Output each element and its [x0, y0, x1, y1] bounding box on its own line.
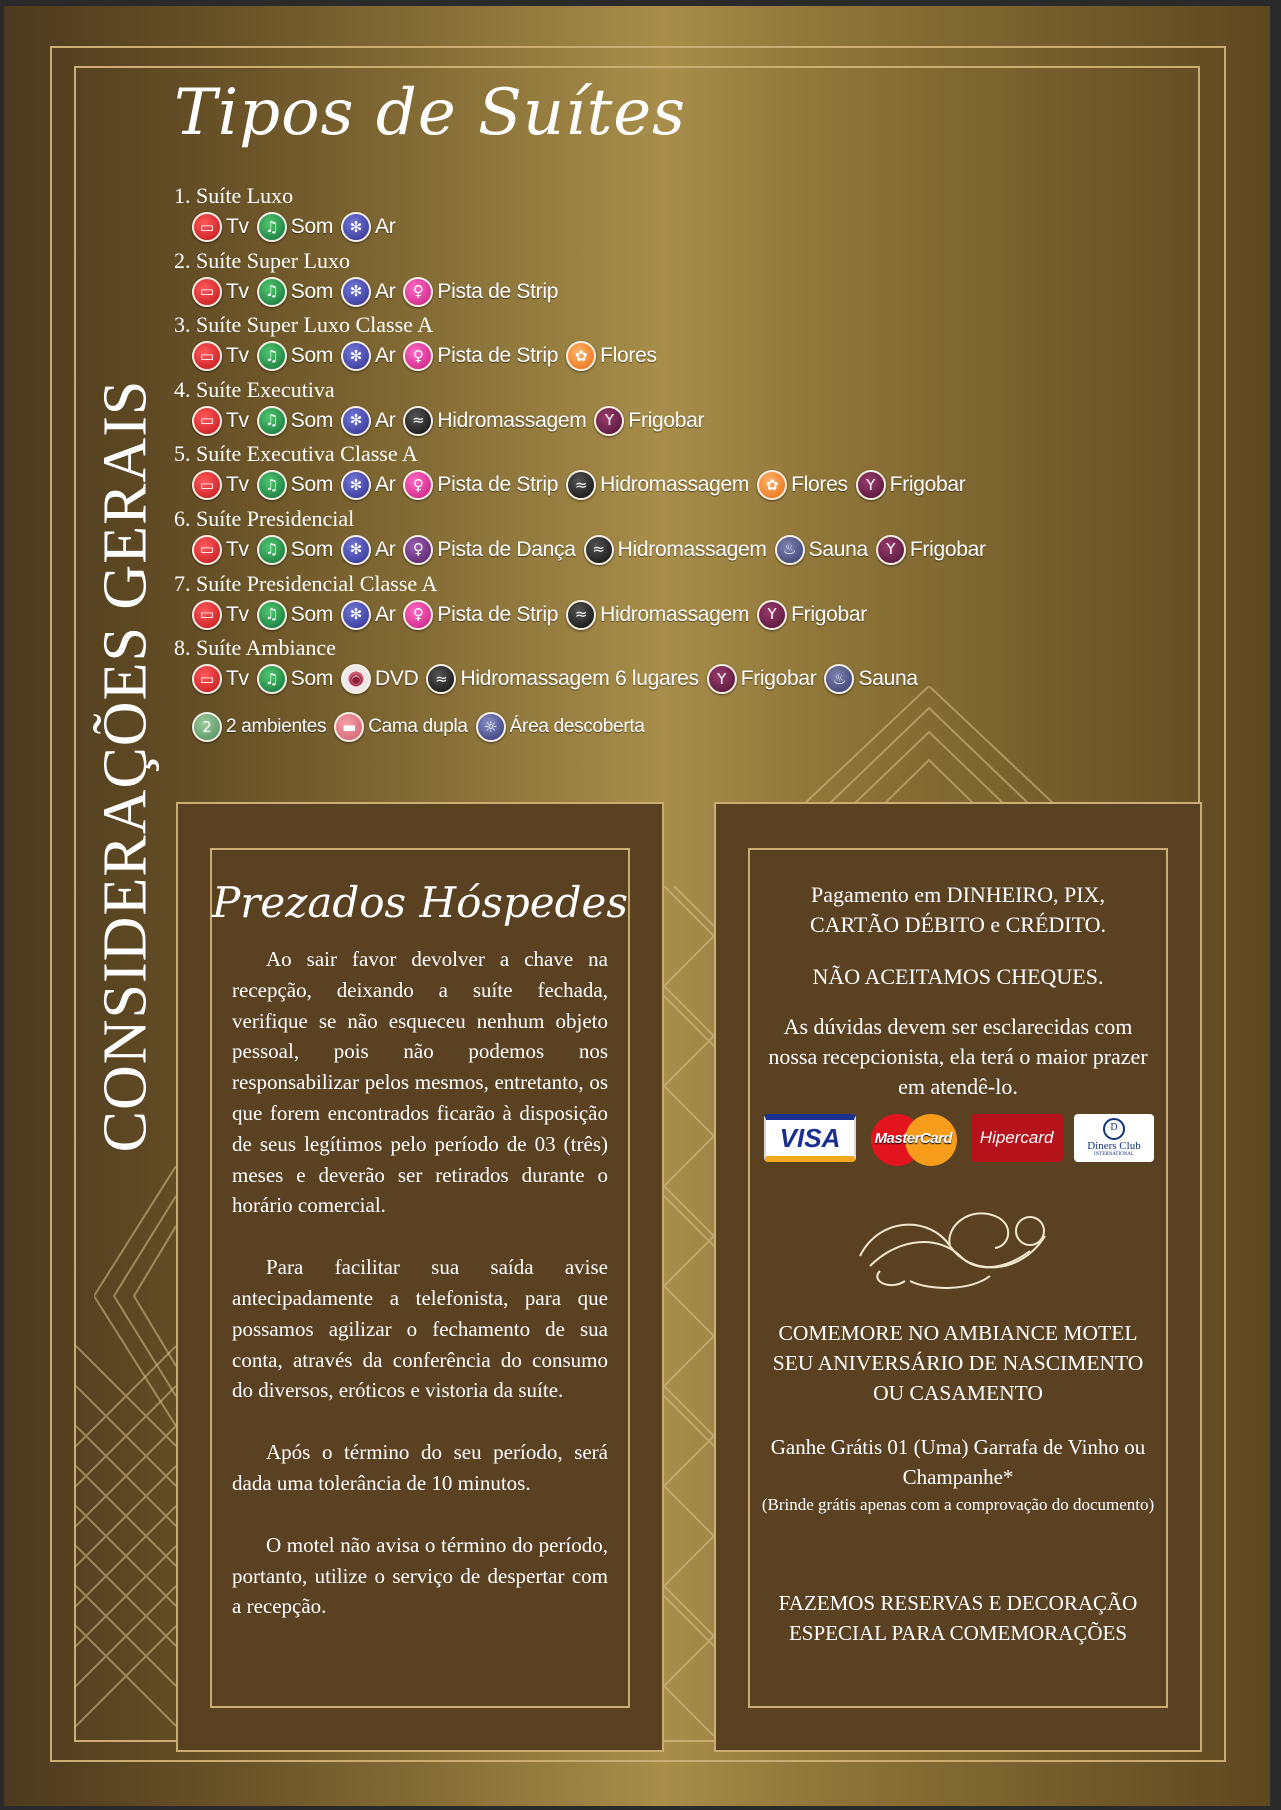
suite-name: 5. Suíte Executiva Classe A — [174, 441, 418, 467]
guests-paragraph: Após o término do seu período, será dada uma tolerância de 10 minutos. — [232, 1440, 608, 1495]
dancer-icon: ♀ — [403, 470, 433, 500]
feature-label: Ar — [375, 537, 396, 561]
suite-feature — [341, 277, 395, 307]
feature-label: Som — [290, 408, 334, 432]
payment-methods — [760, 880, 1156, 940]
tv-icon: ▭ — [192, 212, 222, 242]
feature-label: Som — [290, 602, 334, 626]
feature-label: Frigobar — [628, 408, 705, 432]
suite-item — [174, 310, 1174, 375]
suite-feature — [192, 470, 249, 500]
double-bed-icon: ▬ — [334, 712, 364, 742]
tv-icon: ▭ — [192, 341, 222, 371]
feature-label: Pista de Strip — [437, 473, 559, 497]
side-title: CONSIDERAÇÕES GERAIS — [91, 379, 160, 1153]
suite-feature — [341, 406, 395, 436]
snowflake-icon: ✻ — [341, 341, 371, 371]
guests-paragraph: O motel não avisa o término do período, portanto, utilize o serviço de despertar com a recepção. — [232, 1532, 608, 1619]
suite-feature — [403, 600, 558, 630]
payment-panel — [714, 802, 1202, 1752]
suite-feature — [341, 212, 395, 242]
feature-label: Sauna — [808, 537, 868, 561]
gift-note: (Brinde grátis apenas com a comprovação do documento) — [761, 1495, 1155, 1514]
suite-features — [174, 211, 1174, 243]
extras-row — [192, 712, 653, 742]
diners-club-name: Diners Club — [1087, 1140, 1141, 1152]
doubts-notice: As dúvidas devem ser esclarecidas com nossa recepcionista, ela terá o maior prazer em atendê-lo. — [768, 1014, 1148, 1099]
payment-panel-border — [748, 848, 1168, 1708]
suite-feature — [876, 535, 986, 565]
suite-feature — [775, 535, 868, 565]
suite-feature — [594, 406, 704, 436]
suite-name: 8. Suíte Ambiance — [174, 635, 336, 661]
feature-label: Som — [290, 215, 334, 238]
feature-label: Som — [290, 537, 334, 561]
suite-feature — [257, 406, 333, 436]
feature-label: Frigobar — [889, 473, 966, 497]
feature-label: Hidromassagem — [617, 537, 767, 561]
suite-feature — [566, 341, 657, 371]
suite-feature — [257, 535, 333, 565]
suite-feature — [192, 212, 249, 242]
flower-icon: ✿ — [566, 341, 596, 371]
snowflake-icon: ✻ — [341, 600, 371, 630]
suite-feature — [257, 341, 333, 371]
sauna-icon: ♨ — [824, 664, 854, 694]
suite-name: 7. Suíte Presidencial Classe A — [174, 570, 438, 596]
tv-icon: ▭ — [192, 535, 222, 565]
reservations-text: FAZEMOS RESERVAS E DECORAÇÃO ESPECIAL PARA COMEMORAÇÕES — [778, 1591, 1138, 1645]
suite-feature — [403, 470, 558, 500]
suite-feature — [257, 212, 333, 242]
cocktail-glass-icon: Y — [876, 535, 906, 565]
suite-feature — [341, 600, 395, 630]
feature-label: Som — [290, 279, 334, 303]
menu-page — [4, 6, 1270, 1806]
hipercard-logo-text: Hipercard — [979, 1128, 1054, 1147]
feature-label: Pista de Strip — [437, 279, 559, 303]
feature-label: Som — [290, 344, 334, 368]
feature-label: Ar — [375, 473, 396, 497]
feature-label: DVD — [375, 667, 419, 691]
suite-feature — [257, 664, 333, 694]
feature-label: Tv — [226, 215, 249, 238]
cocktail-glass-icon: Y — [757, 600, 787, 630]
suite-feature — [192, 341, 249, 371]
suite-feature — [192, 600, 249, 630]
suite-features — [174, 534, 1174, 566]
guests-panel — [176, 802, 664, 1752]
suite-features — [174, 599, 1174, 631]
hydromassage-icon: ≈ — [566, 600, 596, 630]
music-note-icon: ♫ — [257, 600, 287, 630]
feature-label: Tv — [226, 602, 249, 626]
suite-feature — [341, 664, 418, 694]
hydromassage-icon: ≈ — [584, 535, 614, 565]
deco-diamond-right — [804, 686, 1054, 804]
feature-label: Hidromassagem — [437, 408, 587, 432]
guests-paragraph: Ao sair favor devolver a chave na recepção, deixando a suíte fechada, verifique se não esqueceu nenhum objeto pessoal, pois não podemos nos responsabilizar pelos mesmos, entretanto, os que forem encontrados ficarão à disposição de seus legítimos pelo período de 03 (três) meses e deverão ser retirados durante o horário comercial. — [232, 947, 608, 1218]
feature-label: Tv — [226, 344, 249, 368]
flower-icon: ✿ — [757, 470, 787, 500]
feature-label: Ar — [375, 602, 396, 626]
suite-feature — [707, 664, 817, 694]
suite-feature — [341, 535, 395, 565]
suite-feature — [856, 470, 966, 500]
feature-label: Ar — [375, 344, 396, 368]
suite-feature — [192, 535, 249, 565]
feature-label: Flores — [791, 473, 848, 497]
deco-pattern-middle — [664, 886, 714, 1746]
music-note-icon: ♫ — [257, 406, 287, 436]
snowflake-icon: ✻ — [341, 535, 371, 565]
dance-icon: ♀ — [403, 535, 433, 565]
feature-label: Flores — [600, 344, 657, 368]
suite-name: 3. Suíte Super Luxo Classe A — [174, 312, 434, 338]
suite-feature — [403, 535, 575, 565]
card-logos — [764, 1114, 1154, 1162]
feature-label: Tv — [226, 537, 249, 561]
suite-features — [174, 340, 1174, 372]
feature-label: Tv — [226, 408, 249, 432]
dancer-icon: ♀ — [403, 277, 433, 307]
feature-label: Hidromassagem — [600, 473, 750, 497]
dancer-icon: ♀ — [403, 600, 433, 630]
cocktail-glass-icon: Y — [856, 470, 886, 500]
feature-label: Tv — [226, 667, 249, 691]
no-checks-notice: NÃO ACEITAMOS CHEQUES. — [812, 964, 1104, 989]
suite-feature — [566, 600, 749, 630]
dancer-icon: ♀ — [403, 341, 433, 371]
hydromassage-icon: ≈ — [426, 664, 456, 694]
suite-item — [174, 375, 1174, 440]
music-note-icon: ♫ — [257, 277, 287, 307]
snowflake-icon: ✻ — [341, 406, 371, 436]
feature-label: Tv — [226, 473, 249, 497]
extra-feature — [334, 712, 467, 742]
mastercard-logo-text: MasterCard — [874, 1129, 953, 1147]
suite-feature — [257, 277, 333, 307]
feature-label: Pista de Strip — [437, 344, 559, 368]
feature-label: Hidromassagem 6 lugares — [460, 667, 699, 691]
feature-label: Som — [290, 667, 334, 691]
suite-feature — [403, 406, 586, 436]
feature-label: Ar — [375, 279, 396, 303]
cocktail-glass-icon: Y — [707, 664, 737, 694]
open-area-icon: ☼ — [476, 712, 506, 742]
snowflake-icon: ✻ — [341, 470, 371, 500]
tv-icon: ▭ — [192, 277, 222, 307]
tv-icon: ▭ — [192, 406, 222, 436]
guests-panel-border — [210, 848, 630, 1708]
cocktail-glass-icon: Y — [594, 406, 624, 436]
two-rooms-icon: 2 — [192, 712, 222, 742]
dvd-disc-icon: ◉ — [341, 664, 371, 694]
suite-feature — [584, 535, 767, 565]
extra-label: 2 ambientes — [226, 716, 327, 737]
payment-line-2: CARTÃO DÉBITO e CRÉDITO. — [809, 912, 1107, 937]
suite-feature — [426, 664, 698, 694]
suite-name: 1. Suíte Luxo — [174, 183, 294, 208]
mastercard-logo — [867, 1114, 959, 1162]
deco-diamond-left — [94, 1166, 176, 1426]
suite-features — [174, 405, 1174, 437]
guests-title: Prezados Hóspedes — [212, 878, 628, 927]
payment-line-1: Pagamento em DINHEIRO, PIX, — [811, 882, 1105, 907]
music-note-icon: ♫ — [257, 535, 287, 565]
suite-feature — [192, 664, 249, 694]
visa-logo — [764, 1114, 856, 1162]
feature-label: Tv — [226, 279, 249, 303]
extra-label: Cama dupla — [368, 716, 468, 737]
suite-feature — [341, 470, 395, 500]
snowflake-icon: ✻ — [341, 277, 371, 307]
suite-feature — [757, 470, 848, 500]
suite-feature — [403, 341, 558, 371]
gift-text: Ganhe Grátis 01 (Uma) Garrafa de Vinho ou Champanhe* — [770, 1435, 1146, 1489]
sauna-icon: ♨ — [775, 535, 805, 565]
feature-label: Frigobar — [791, 602, 867, 626]
suite-item — [174, 633, 1174, 698]
suite-item — [174, 569, 1174, 634]
suite-feature — [257, 470, 333, 500]
suite-feature — [757, 600, 867, 630]
suite-feature — [824, 664, 917, 694]
diners-club-mark: D — [1103, 1118, 1125, 1140]
feature-label: Ar — [375, 215, 396, 238]
suite-features — [174, 469, 1174, 501]
suite-feature — [192, 406, 249, 436]
tv-icon: ▭ — [192, 470, 222, 500]
tv-icon: ▭ — [192, 664, 222, 694]
suite-item — [174, 181, 1174, 246]
feature-label: Pista de Dança — [437, 537, 576, 561]
music-note-icon: ♫ — [257, 212, 287, 242]
guests-paragraph: Para facilitar sua saída avise antecipadamente a telefonista, para que possamos agilizar o fechamento de sua conta, através da conferência do consumo do diversos, eróticos e vistoria da suíte. — [232, 1255, 608, 1403]
suites-title: Tipos de Suítes — [174, 76, 686, 150]
feature-label: Sauna — [858, 667, 918, 691]
suite-feature — [403, 277, 558, 307]
flourish-ornament — [850, 1196, 1060, 1296]
hipercard-logo — [971, 1114, 1063, 1162]
suite-feature — [257, 600, 333, 630]
suite-name: 4. Suíte Executiva — [174, 376, 335, 402]
snowflake-icon: ✻ — [341, 212, 371, 242]
visa-logo-text: VISA — [779, 1122, 841, 1153]
suite-feature — [192, 277, 249, 307]
diners-club-logo — [1074, 1114, 1154, 1162]
extra-label: Área descoberta — [509, 716, 645, 737]
suite-features — [174, 276, 1174, 308]
feature-label: Frigobar — [740, 667, 817, 691]
extra-feature — [192, 712, 326, 742]
feature-label: Pista de Strip — [437, 602, 559, 626]
feature-label: Som — [290, 473, 334, 497]
diners-club-sub: INTERNATIONAL — [1093, 1152, 1134, 1157]
suite-item — [174, 504, 1174, 569]
suite-name: 6. Suíte Presidencial — [174, 505, 355, 531]
suite-feature — [341, 341, 395, 371]
feature-label: Ar — [375, 408, 396, 432]
celebrate-text: COMEMORE NO AMBIANCE MOTEL SEU ANIVERSÁRIO DE NASCIMENTO OU CASAMENTO — [772, 1321, 1144, 1405]
suite-item — [174, 439, 1174, 504]
feature-label: Hidromassagem — [600, 602, 750, 626]
suite-name: 2. Suíte Super Luxo — [174, 247, 350, 273]
hydromassage-icon: ≈ — [403, 406, 433, 436]
hydromassage-icon: ≈ — [566, 470, 596, 500]
suite-feature — [566, 470, 749, 500]
suite-features — [174, 663, 1174, 695]
extra-feature — [476, 712, 645, 742]
suite-item — [174, 246, 1174, 311]
music-note-icon: ♫ — [257, 470, 287, 500]
feature-label: Frigobar — [909, 537, 986, 561]
music-note-icon: ♫ — [257, 664, 287, 694]
guests-text — [232, 944, 608, 1653]
music-note-icon: ♫ — [257, 341, 287, 371]
suites-list — [174, 181, 1174, 698]
tv-icon: ▭ — [192, 600, 222, 630]
